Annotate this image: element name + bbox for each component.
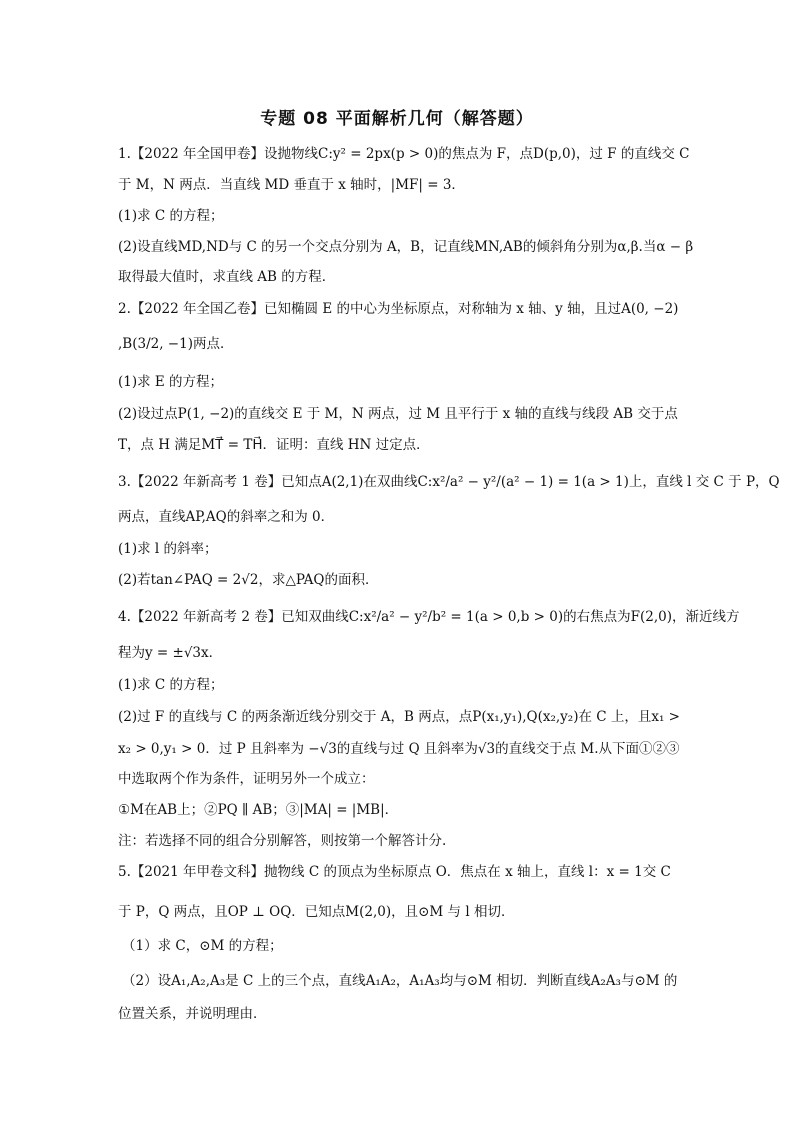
- problem-3-part-1: (1)求 l 的斜率；: [118, 541, 218, 557]
- problem-2-line-1: 2.【2022 年全国乙卷】已知椭圆 E 的中心为坐标原点，对称轴为 x 轴、y 轴，且过A(0, −2): [118, 301, 679, 317]
- problem-4-line-2: 程为y = ±√3x．: [118, 645, 223, 661]
- problem-2-part-1: (1)求 E 的方程；: [118, 374, 224, 390]
- problem-5-part-1: （1）求 C，⊙M 的方程；: [122, 938, 283, 954]
- problem-4-part-1: (1)求 C 的方程；: [118, 677, 224, 693]
- problem-1-part-1: (1)求 C 的方程；: [118, 208, 224, 224]
- problem-3-part-2: (2)若tan∠PAQ = 2√2，求△PAQ的面积．: [118, 572, 379, 588]
- problem-1-part-2: (2)设直线MD,ND与 C 的另一个交点分别为 A，B，记直线MN,AB的倾斜角分别为α,β.当α − β: [118, 239, 694, 255]
- problem-2-part-2: (2)设过点P(1, −2)的直线交 E 于 M，N 两点，过 M 且平行于 x 轴的直线与线段 AB 交于点: [118, 406, 678, 422]
- problem-4-part-2: (2)过 F 的直线与 C 的两条渐近线分别交于 A，B 两点，点P(x₁,y₁),Q(x₂,y₂)在 C 上，且x₁ >: [118, 709, 680, 725]
- problem-4-line-1: 4.【2022 年新高考 2 卷】已知双曲线C:x²/a² − y²/b² = 1(a > 0,b > 0)的右焦点为F(2,0)，渐近线方: [118, 609, 740, 625]
- page-title: 专题 08 平面解析几何（解答题）: [260, 109, 534, 129]
- problem-2-line-2: ,B(3/2, −1)两点．: [118, 336, 234, 352]
- problem-1-part-2-cont: 取得最大值时，求直线 AB 的方程．: [118, 269, 336, 285]
- problem-5-line-2: 于 P，Q 两点，且OP ⊥ OQ．已知点M(2,0)，且⊙M 与 l 相切．: [118, 904, 515, 920]
- problem-2-part-2-cont: T，点 H 满足MT⃗ = TH⃗．证明：直线 HN 过定点．: [118, 437, 430, 453]
- problem-3-line-1: 3.【2022 年新高考 1 卷】已知点A(2,1)在双曲线C:x²/a² − y²/(a² − 1) = 1(a > 1)上，直线 l 交 C 于 P，Q: [118, 474, 780, 490]
- problem-1-line-2: 于 M，N 两点．当直线 MD 垂直于 x 轴时，|MF| = 3．: [118, 177, 465, 193]
- problem-4-part-2-cont-2: 中选取两个作为条件，证明另外一个成立：: [118, 771, 375, 787]
- problem-4-options: ①M在AB上；②PQ ∥ AB；③|MA| = |MB|．: [118, 802, 399, 818]
- problem-3-line-2: 两点，直线AP,AQ的斜率之和为 0．: [118, 509, 335, 525]
- problem-5-line-1: 5.【2021 年甲卷文科】抛物线 C 的顶点为坐标原点 O．焦点在 x 轴上，直线 l：x = 1交 C: [118, 864, 671, 880]
- problem-4-note: 注：若选择不同的组合分别解答，则按第一个解答计分.: [118, 833, 447, 849]
- problem-5-part-2-cont: 位置关系，并说明理由．: [118, 1006, 267, 1022]
- problem-5-part-2: （2）设A₁,A₂,A₃是 C 上的三个点，直线A₁A₂，A₁A₃均与⊙M 相切．判断直线A₂A₃与⊙M 的: [122, 973, 678, 989]
- problem-4-part-2-cont-1: x₂ > 0,y₁ > 0．过 P 且斜率为 −√3的直线与过 Q 且斜率为√3的直线交于点 M.从下面①②③: [118, 741, 680, 757]
- problem-1-line-1: 1.【2022 年全国甲卷】设抛物线C:y² = 2px(p > 0)的焦点为 F，点D(p,0)，过 F 的直线交 C: [118, 146, 690, 162]
